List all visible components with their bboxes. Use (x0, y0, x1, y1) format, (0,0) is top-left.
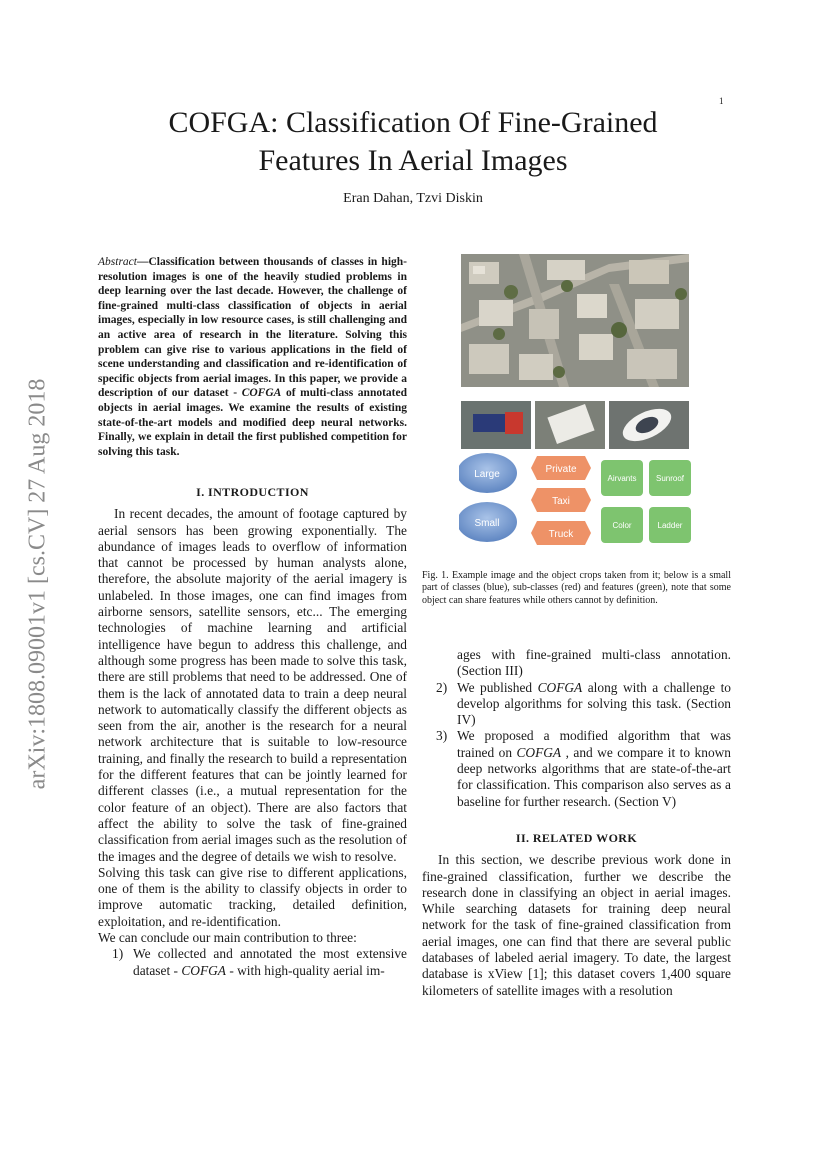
contribution-item-1 (98, 946, 407, 979)
intro-paragraph-2: Solving this task can give rise to different applications, one of them is the ability to classify objects in order to improve automatic tracking, detailed definition, exploitation, and re-identification. (98, 864, 407, 929)
intro-paragraph-1: In recent decades, the amount of footage captured by aerial sensors has been growing exponentially. The abundance of images leads to overflow of information that cannot be processed by human analysts alone, therefore, the absolute majority of the aerial imagery is unlabeled. In those images, one can find images from airborne sensors, satellite sensors, etc... The emerging technologies of machine learning and artificial intelligence have begun to address this challenge, and although some progress has been made to solve this task, there are still problems that need to be addressed. One of them is the lack of annotated data to train a deep neural network to automatically classify the different objects as seen from the air, another is the research for a neural network architecture that is suitable to low-resource training, and finally the research to build a representation for the different features that can be jointly learned for different classes (i.e., a mutual representation for the color feature of an object). There are also factors that affect the ability to solve the task of fine-grained classification from aerial images such as the resolution of the images and the degree of details we wish to resolve. (98, 506, 407, 864)
item-number: 3) (436, 728, 448, 744)
intro-heading-first: I (208, 485, 214, 499)
intro-section (98, 484, 407, 979)
abstract-dataset-name: COFGA (241, 387, 282, 400)
contribution-item-3 (422, 728, 731, 809)
abstract-lead: Abstract (98, 256, 137, 268)
related-work-heading (422, 830, 731, 846)
related-heading-first-2: W (596, 830, 609, 845)
intro-heading-num: I. (196, 485, 209, 499)
figure-1-graphic (459, 254, 691, 560)
intro-paragraph-3: We can conclude our main contribution to three: (98, 930, 357, 946)
feature-label: Sunroof (655, 474, 685, 483)
class-hierarchy-diagram (459, 453, 691, 545)
item-text: ages with fine-grained multi-class annotation. (Section III) (457, 647, 731, 679)
item-text: We published (457, 679, 538, 695)
item-dataset-name: COFGA (181, 962, 226, 978)
right-column (422, 647, 731, 999)
related-heading-rest-1: ELATED (541, 830, 597, 845)
item-number: 1) (112, 946, 124, 962)
abstract-text: —Classification between thousands of classes in high-resolution images is one of the heavily studied problems in deep learning over the last decade. However, the challenge of fine-grained multi-class classification of objects in aerial images, especially in low resource cases, is still challenging and an active area of research in the literature. Solving this problem can give rise to various applications in the field of scene understanding and classification and re-identification of specific objects from aerial images. In this paper, we provide a description of our dataset - (98, 256, 407, 400)
related-heading-rest-2: ORK (608, 830, 638, 845)
intro-heading-rest: NTRODUCTION (213, 485, 309, 499)
item-text: We collected and annotated the most extensive dataset - (133, 946, 407, 978)
contribution-list-continued (422, 647, 731, 810)
item-number: 2) (436, 679, 448, 695)
feature-label: Airvants (607, 474, 637, 483)
related-paragraph-1: In this section, we describe previous work done in fine-grained classification, further we describe the research done in classifying an object in aerial images. While searching datasets for training deep neural network for the task of fine-grained classification from aerial images, one can find that there are several public databases of labeled aerial imagery. To date, the largest database is xView [1]; this dataset covers 1,400 square kilometers of satellite images with a resolution (422, 852, 731, 998)
related-heading-first-1: R (532, 830, 542, 845)
abstract (98, 255, 407, 459)
subclass-label: Taxi (552, 496, 570, 507)
subclass-label: Private (545, 464, 577, 475)
feature-label: Color (612, 521, 632, 530)
item-dataset-name: COFGA (537, 679, 583, 695)
subclass-label: Truck (548, 529, 574, 540)
title-line-2: Features In Aerial Images (258, 144, 568, 177)
object-crops (461, 401, 689, 449)
intro-heading (98, 484, 407, 500)
aerial-image (461, 254, 689, 387)
item-dataset-name: COFGA (516, 744, 562, 760)
page-number: 1 (719, 96, 724, 106)
item-text: , and we compare it to known deep networks algorithms that are state-of-the-art for classification. This comparison also serves as a baseline for further research. (Section V) (457, 744, 731, 809)
title-line-1: COFGA: Classification Of Fine-Grained (168, 106, 658, 139)
figure-caption: Fig. 1. Example image and the object crops taken from it; below is a small part of classes (blue), sub-classes (red) and features (green), note that some object can share features while others cannot by definition. (422, 570, 731, 606)
authors: Eran Dahan, Tzvi Diskin (343, 191, 483, 206)
item-text: - with high-quality aerial im- (225, 962, 385, 978)
item-text: along with a challenge to develop algorithms for solving this task. (Section IV) (457, 679, 731, 728)
item-text: We proposed a modified algorithm that was trained on (457, 728, 731, 760)
feature-label: Ladder (657, 521, 683, 530)
figure-1 (459, 254, 691, 565)
class-label: Small (474, 518, 500, 529)
contribution-list (98, 946, 407, 979)
class-label: Large (474, 469, 500, 480)
related-heading-num: II. (515, 830, 533, 845)
abstract-text-2: of multi-class annotated objects in aerial images. We examine the results of existing state-of-the-art models and modified deep neural networks. Finally, we explain in detail the first published competition for solving this task. (98, 387, 408, 458)
arxiv-stamp-text: arXiv:1808.09001v1 [cs.CV] 27 Aug 2018 (24, 378, 51, 790)
contribution-item-2 (422, 680, 731, 729)
contribution-item-1-cont (422, 647, 731, 680)
paper-title (90, 104, 736, 180)
